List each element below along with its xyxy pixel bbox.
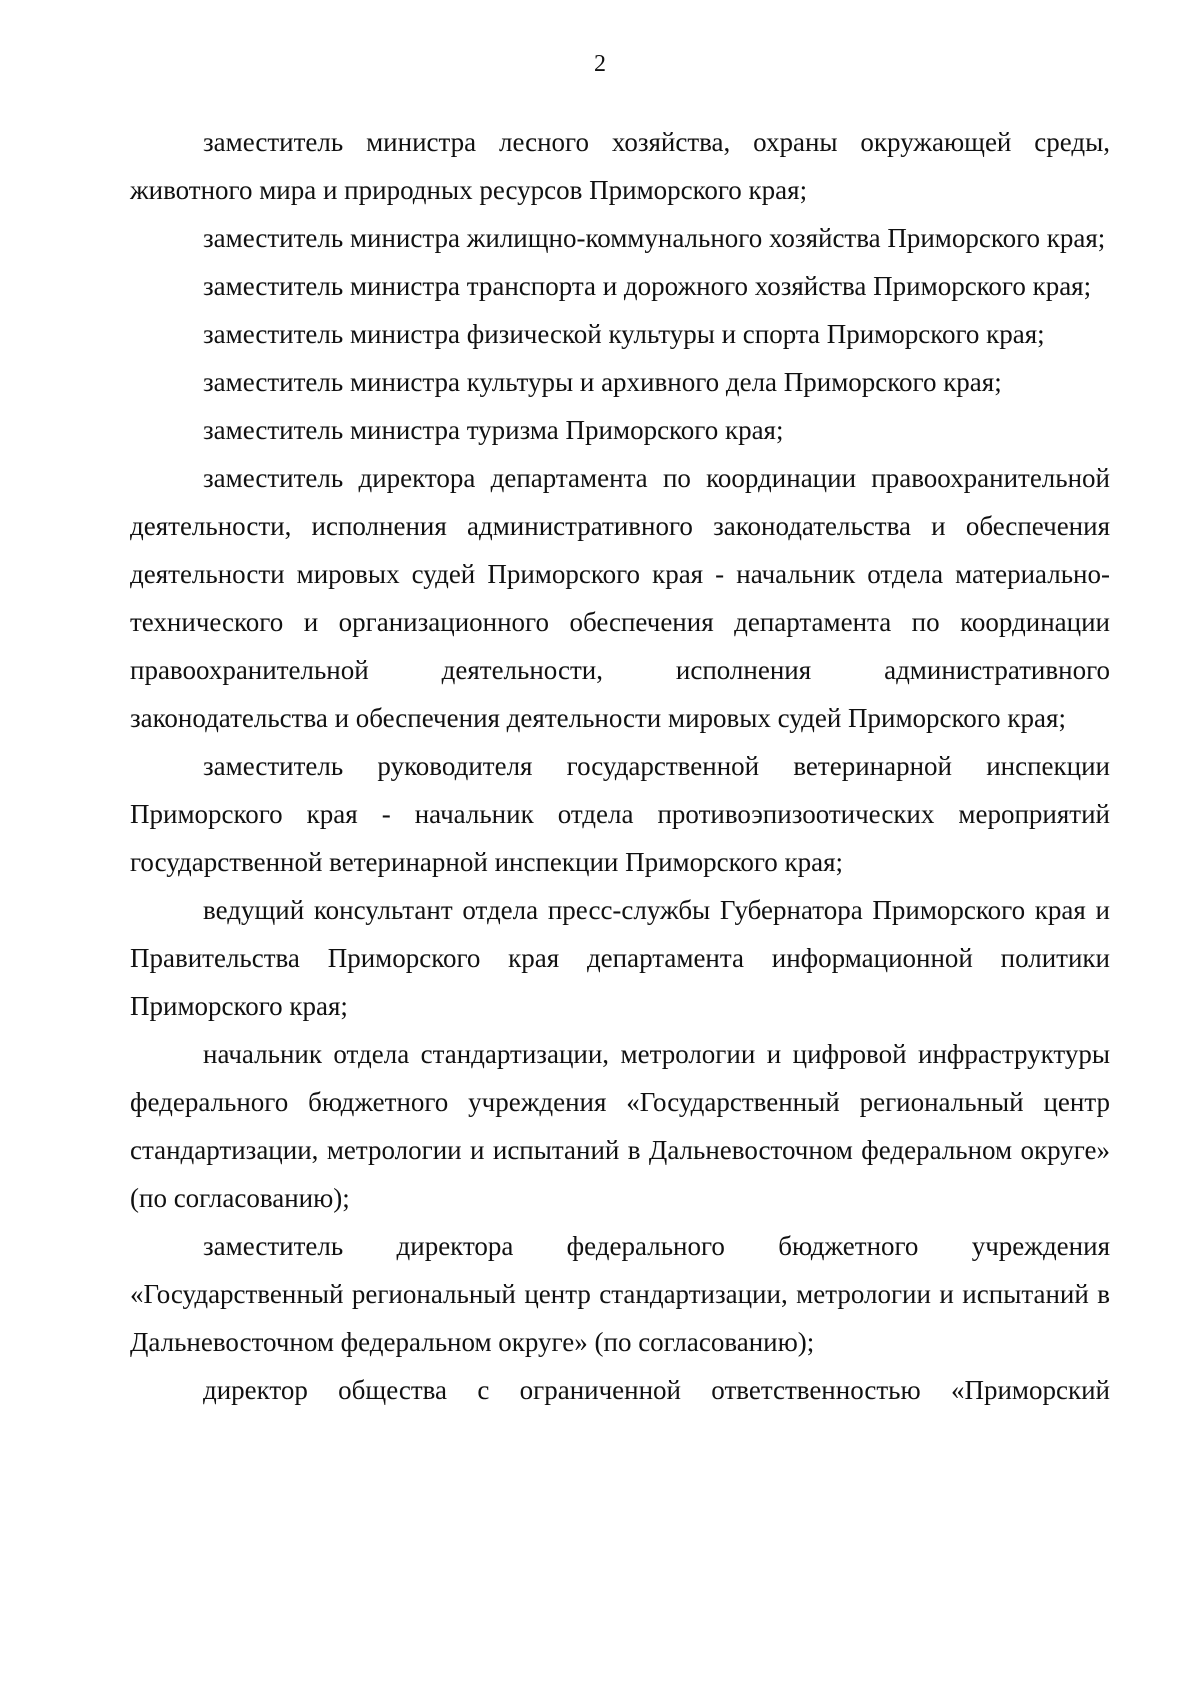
paragraph-standardization-head: начальник отдела стандартизации, метрологии и цифровой инфраструктуры федерального бюджетного учреждения «Государственный региональный центр стандартизации, метрологии и испытаний в Дальневосточном федеральном округе» (по согласованию); xyxy=(130,1039,1110,1213)
paragraph-transport: заместитель министра транспорта и дорожного хозяйства Приморского края; xyxy=(203,271,1092,301)
paragraph-forestry: заместитель министра лесного хозяйства, охраны окружающей среды, животного мира и природных ресурсов Приморского края; xyxy=(130,127,1110,205)
paragraph-culture: заместитель министра культуры и архивного дела Приморского края; xyxy=(203,367,1002,397)
paragraph-press-service: ведущий консультант отдела пресс-службы Губернатора Приморского края и Правительства Приморского края департамента информационной политики Приморского края; xyxy=(130,895,1110,1021)
paragraph-llc-director: директор общества с ограниченной ответственностью «Приморский xyxy=(203,1375,1110,1405)
paragraph-housing: заместитель министра жилищно-коммунального хозяйства Приморского края; xyxy=(203,223,1106,253)
paragraph-law-enforcement: заместитель директора департамента по координации правоохранительной деятельности, исполнения административного законодательства и обеспечения деятельности мировых судей Приморского края - начальник отдела материально-технического и организационного обеспечения департамента по координации правоохранительной деятельности, исполнения административного законодательства и обеспечения деятельности мировых судей Приморского края; xyxy=(130,463,1110,733)
paragraph-sport: заместитель министра физической культуры и спорта Приморского края; xyxy=(203,319,1045,349)
page-number: 2 xyxy=(594,51,606,77)
paragraph-standardization-deputy: заместитель директора федерального бюджетного учреждения «Государственный региональный центр стандартизации, метрологии и испытаний в Дальневосточном федеральном округе» (по согласованию); xyxy=(130,1231,1110,1357)
paragraph-veterinary: заместитель руководителя государственной ветеринарной инспекции Приморского края - начальник отдела противоэпизоотических мероприятий государственной ветеринарной инспекции Приморского края; xyxy=(130,751,1110,877)
document-body xyxy=(130,118,1110,1414)
paragraph-tourism: заместитель министра туризма Приморского края; xyxy=(203,415,784,445)
